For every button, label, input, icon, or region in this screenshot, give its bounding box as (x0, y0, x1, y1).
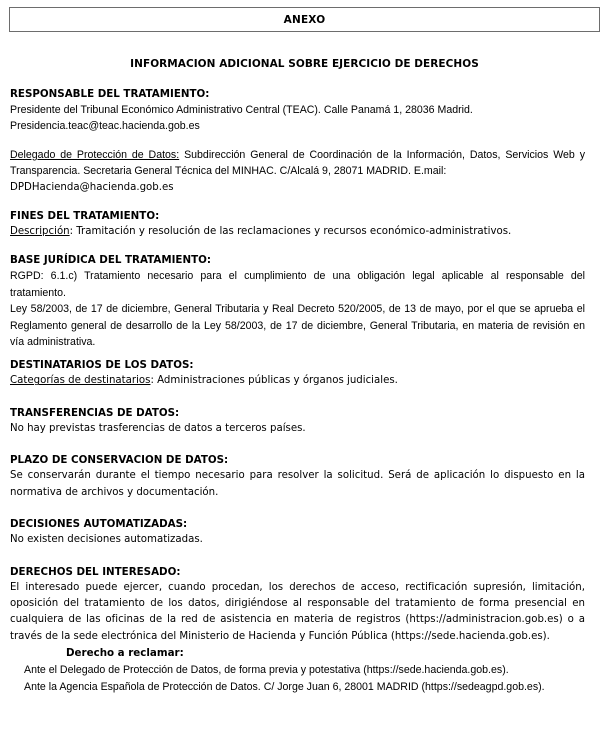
derecho-a-reclamar-block (24, 662, 585, 696)
anexo-title: ANEXO (283, 13, 326, 26)
claim-line-1: Ante el Delegado de Protección de Datos, de forma previa y potestativa (https://sede.hacienda.gob.es). (24, 664, 509, 677)
transferencias-text: No hay previstas trasferencias de datos a terceros países. (10, 422, 306, 434)
responsable-email: Presidencia.teac@teac.hacienda.gob.es (10, 120, 200, 133)
destinatarios-label: Categorías de destinatarios (10, 375, 151, 387)
claim-line-2: Ante la Agencia Española de Protección de Datos. C/ Jorge Juan 6, 28001 MADRID (https://sedeagpd.gob.es). (24, 681, 545, 694)
document-content (10, 70, 585, 696)
plazo-text: Se conservarán durante el tiempo necesario para resolver la solicitud. Será de aplicación lo dispuesto en la normativa de archivos y documentación. (10, 470, 585, 498)
section-heading-transferencias: TRANSFERENCIAS DE DATOS: (10, 406, 180, 419)
anexo-title-box (9, 7, 600, 32)
base-juridica-para-2: Ley 58/2003, de 17 de diciembre, General Tributaria y Real Decreto 520/2005, de 13 de mayo, por el que se aprueba el Reglamento general de desarrollo de la Ley 58/2003, de 17 de diciembre, General Tributaria, en materia de revisión en vía administrativa. (10, 303, 585, 349)
document-page (0, 7, 609, 733)
section-heading-fines: FINES DEL TRATAMIENTO: (10, 210, 160, 223)
page-title: INFORMACION ADICIONAL SOBRE EJERCICIO DE DERECHOS (130, 58, 479, 70)
derecho-a-reclamar-heading: Derecho a reclamar: (66, 647, 184, 660)
fines-paragraph (10, 224, 585, 240)
section-heading-destinatarios: DESTINATARIOS DE LOS DATOS: (10, 359, 194, 372)
destinatarios-text: : Administraciones públicas y órganos judiciales. (150, 375, 398, 387)
responsable-line-1: Presidente del Tribunal Económico Administrativo Central (TEAC). Calle Panamá 1, 28036 Madrid. (10, 104, 473, 116)
fines-label: Descripción (10, 226, 70, 238)
section-heading-responsable: RESPONSABLE DEL TRATAMIENTO: (10, 88, 210, 100)
derechos-text: El interesado puede ejercer, cuando procedan, los derechos de acceso, rectificación supresión, limitación, oposición del tratamiento de los datos, dirigiéndose al responsable del tratamiento de forma presencial en cualquiera de las oficinas de la red de asistencia en materia de registros (https://administracion.gob.es) o a través de la sede electrónica del Ministerio de Hacienda y Función Pública (https://sede.hacienda.gob.es). (10, 581, 585, 642)
fines-text: : Tramitación y resolución de las reclamaciones y recursos económico-administrativos. (69, 226, 512, 238)
delegado-paragraph (10, 147, 585, 180)
delegado-email: DPDHacienda@hacienda.gob.es (10, 181, 174, 193)
section-heading-decisiones: DECISIONES AUTOMATIZADAS: (10, 518, 188, 531)
decisiones-text: No existen decisiones automatizadas. (10, 534, 203, 546)
section-heading-derechos: DERECHOS DEL INTERESADO: (10, 565, 181, 578)
delegado-label: Delegado de Protección de Datos: (10, 148, 180, 161)
section-heading-base-juridica: BASE JURÍDICA DEL TRATAMIENTO: (10, 254, 211, 267)
destinatarios-paragraph (10, 373, 585, 389)
delegado-text: Subdirección General de Coordinación de la Información, Datos, Servicios Web y Transparencia. Secretaria General Técnica del MINHAC. C/Alcalá 9, 28071 MADRID. E.mail: (10, 148, 585, 178)
section-heading-plazo: PLAZO DE CONSERVACION DE DATOS: (10, 454, 229, 467)
base-juridica-para-1: RGPD: 6.1.c) Tratamiento necesario para el cumplimiento de una obligación legal aplicable al responsable del tratamiento. (10, 270, 585, 299)
